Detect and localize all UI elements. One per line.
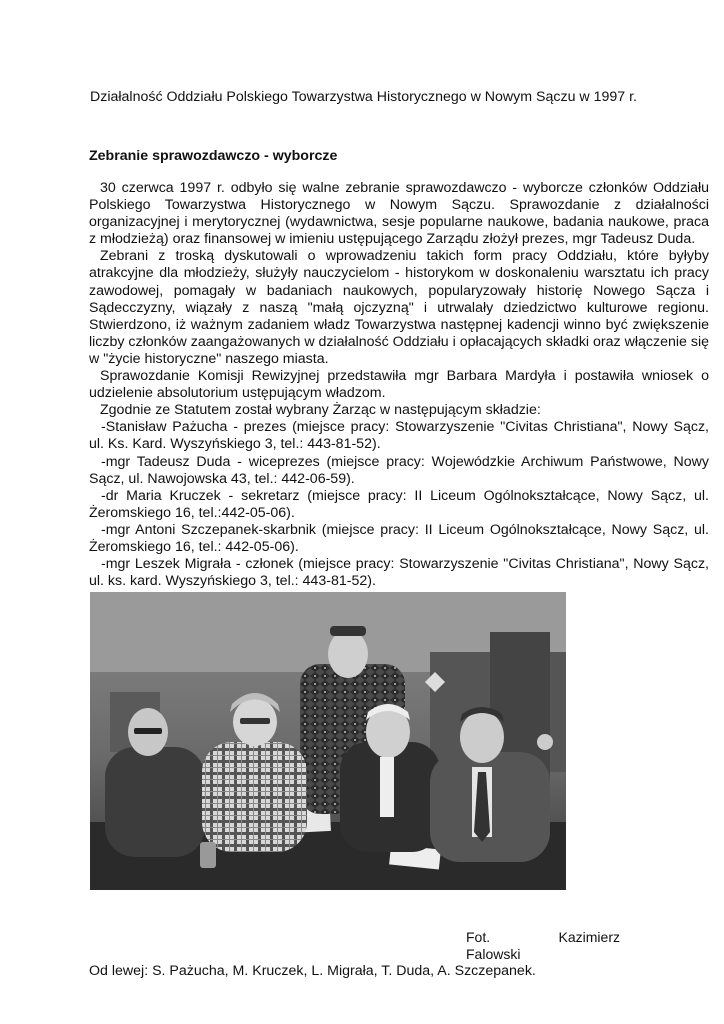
- member-secretary: -dr Maria Kruczek - sekretarz (miejsce pracy: II Liceum Ogólnokształcące, Nowy Sącz, ul. Żeromskiego 16, tel.:442-05-06).: [89, 487, 709, 521]
- member-treasurer: -mgr Antoni Szczepanek-skarbnik (miejsce pracy: II Liceum Ogólnokształcące, Nowy Sącz, ul. Żeromskiego 16, tel.: 442-05-06).: [89, 521, 709, 555]
- section-heading: Zebranie sprawozdawczo - wyborcze: [89, 148, 338, 164]
- member-president: -Stanisław Pażucha - prezes (miejsce pracy: Stowarzyszenie "Civitas Christiana", Nowy Sącz, ul. Ks. Kard. Wyszyńskiego 3, tel.: 443-81-52).: [89, 419, 709, 453]
- paragraph-discussion: Zebrani z troską dyskutowali o wprowadzeniu takich form pracy Oddziału, które byłyby atrakcyjne dla młodzieży, służyły nauczycielom - historykom w doskonaleniu warsztatu ich pracy zawodowej, pomagały w badaniach naukowych, popularyzowały historię Nowego Sącza i Sądecczyzny, wiązały z naszą "małą ojczyzną" i utrwalały dziedzictwo kulturowe regionu. Stwierdzono, iż ważnym zadaniem władz Towarzystwa następnej kadencji winno być zwiększenie liczby członków zaangażowanych w działalność Oddziału i opłacających składki oraz włączenie się w "życie historyczne" naszego miasta.: [89, 248, 709, 367]
- paragraph-election: Zgodnie ze Statutem został wybrany Żarząc w następującym składzie:: [100, 402, 541, 419]
- member-vice-president: -mgr Tadeusz Duda - wiceprezes (miejsce pracy: Wojewódzkie Archiwum Państwowe, Nowy Sącz, ul. Nawojowska 43, tel.: 442-06-59).: [89, 453, 709, 487]
- photo-credit-first-name: Kazimierz: [558, 929, 620, 945]
- photo-caption: Od lewej: S. Pażucha, M. Kruczek, L. Migrała, T. Duda, A. Szczepanek.: [89, 963, 536, 979]
- paragraph-audit: Sprawozdanie Komisji Rewizyjnej przedstawiła mgr Barbara Mardyła i postawiła wniosek o udzielenie absolutorium ustępującym władzom.: [89, 368, 709, 402]
- member-board: -mgr Leszek Migrała - członek (miejsce pracy: Stowarzyszenie "Civitas Christiana", Nowy Sącz, ul. ks. kard. Wyszyńskiego 3, tel.: 443-81-52).: [89, 556, 709, 590]
- photo-credit-last-name: Falowski: [466, 946, 521, 962]
- document-body: [89, 180, 709, 590]
- photo-credit-prefix: Fot.: [466, 929, 491, 945]
- paragraph-report: 30 czerwca 1997 r. odbyło się walne zebranie sprawozdawczo - wyborcze członków Oddziału Polskiego Towarzystwa Historycznego w Nowym Sączu. Sprawozdanie z działalności organizacyjnej i merytorycznej (wydawnictwa, sesje popularne naukowe, badania naukowe, praca z młodzieżą) oraz finansowej w imieniu ustępującego Zarządu złożył prezes, mgr Tadeusz Duda.: [89, 180, 709, 248]
- group-photo: [90, 592, 566, 890]
- document-title: Działalność Oddziału Polskiego Towarzystwa Historycznego w Nowym Sączu w 1997 r.: [90, 89, 637, 105]
- photo-credit: [466, 929, 620, 963]
